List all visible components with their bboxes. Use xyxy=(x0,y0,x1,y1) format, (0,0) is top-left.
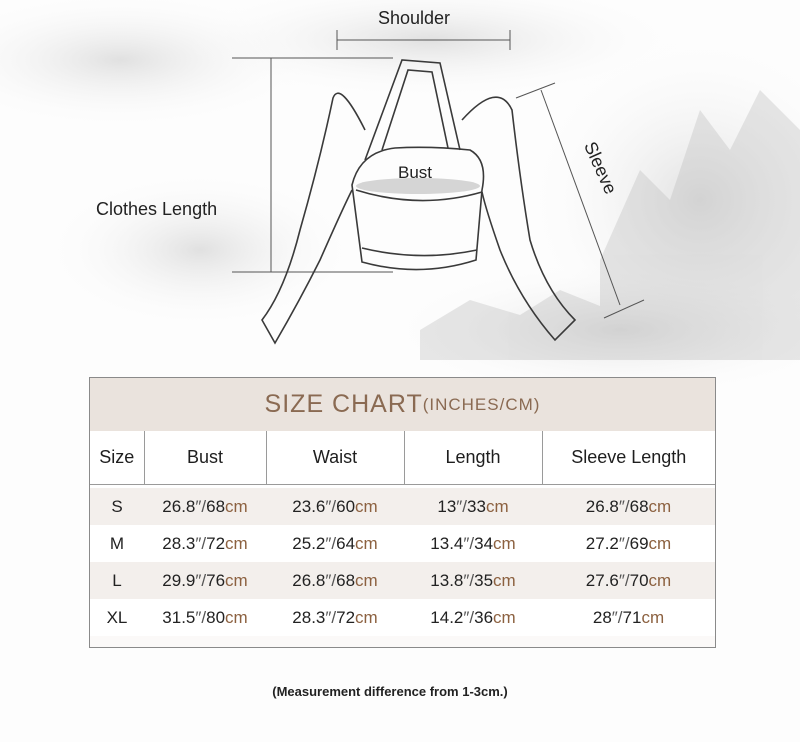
cm-unit: cm xyxy=(648,570,672,590)
table-header-row xyxy=(90,431,715,485)
size-chart-title-text: SIZE CHART xyxy=(264,390,423,418)
waist-inches: 25.2 xyxy=(292,533,326,553)
length-inches: 13 xyxy=(437,496,457,516)
size-chart xyxy=(89,377,716,648)
bust-inches: 29.9 xyxy=(162,570,196,590)
sleeve-cm-value: 68 xyxy=(629,496,649,516)
cm-unit: cm xyxy=(225,496,248,516)
sleeve-inches: 28 xyxy=(592,607,612,627)
size-table xyxy=(90,431,715,636)
header-bust: Bust xyxy=(144,431,266,485)
sleeve-inches: 26.8 xyxy=(585,496,619,516)
size-cell: M xyxy=(90,525,144,562)
inch-mark: ″/ xyxy=(195,607,207,627)
inch-mark: ″/ xyxy=(611,607,623,627)
inch-mark: ″/ xyxy=(463,533,475,553)
cm-unit: cm xyxy=(355,607,378,627)
bust-inches: 31.5 xyxy=(162,607,196,627)
waist-cm-value: 68 xyxy=(336,570,356,590)
header-length: Length xyxy=(404,431,542,485)
waist-inches: 26.8 xyxy=(292,570,326,590)
inch-mark: ″/ xyxy=(618,496,630,516)
bust-label: Bust xyxy=(398,163,433,182)
inch-mark: ″/ xyxy=(325,496,337,516)
inch-mark: ″/ xyxy=(456,496,468,516)
table-row xyxy=(90,488,715,525)
length-cell xyxy=(404,525,542,562)
length-cell xyxy=(404,562,542,599)
cm-unit: cm xyxy=(225,570,248,590)
table-row xyxy=(90,599,715,636)
bust-cm-value: 76 xyxy=(206,570,226,590)
waist-cell xyxy=(266,562,404,599)
cm-unit: cm xyxy=(355,496,378,516)
size-chart-title xyxy=(90,378,715,432)
clothes-length-label: Clothes Length xyxy=(96,199,218,219)
size-cell: XL xyxy=(90,599,144,636)
bust-cell xyxy=(144,599,266,636)
sleeve-cell xyxy=(542,488,715,525)
waist-cm-value: 72 xyxy=(336,607,356,627)
cm-unit: cm xyxy=(225,533,248,553)
bust-cm-value: 72 xyxy=(206,533,226,553)
cm-unit: cm xyxy=(493,533,516,553)
size-cell: L xyxy=(90,562,144,599)
inch-mark: ″/ xyxy=(325,607,337,627)
inch-mark: ″/ xyxy=(325,570,337,590)
size-cell: S xyxy=(90,488,144,525)
sleeve-cm-value: 71 xyxy=(622,607,642,627)
cm-unit: cm xyxy=(355,570,378,590)
table-row xyxy=(90,525,715,562)
sleeve-inches: 27.2 xyxy=(585,533,619,553)
length-cm-value: 36 xyxy=(474,607,494,627)
measurement-note: (Measurement difference from 1-3cm.) xyxy=(272,684,508,699)
waist-inches: 28.3 xyxy=(292,607,326,627)
sleeve-inches: 27.6 xyxy=(585,570,619,590)
table-row xyxy=(90,562,715,599)
inch-mark: ″/ xyxy=(618,533,630,553)
sleeve-cm-value: 69 xyxy=(629,533,649,553)
cm-unit: cm xyxy=(225,607,248,627)
length-inches: 14.2 xyxy=(430,607,464,627)
bust-inches: 28.3 xyxy=(162,533,196,553)
inch-mark: ″/ xyxy=(618,570,630,590)
inch-mark: ″/ xyxy=(195,496,207,516)
cm-unit: cm xyxy=(493,607,516,627)
length-inches: 13.4 xyxy=(430,533,464,553)
header-waist: Waist xyxy=(266,431,404,485)
header-size: Size xyxy=(90,431,144,485)
waist-cell xyxy=(266,525,404,562)
sleeve-cm-value: 70 xyxy=(629,570,649,590)
sleeve-cell xyxy=(542,599,715,636)
bust-cell xyxy=(144,562,266,599)
sleeve-cell xyxy=(542,562,715,599)
waist-cell xyxy=(266,599,404,636)
sleeve-cell xyxy=(542,525,715,562)
length-inches: 13.8 xyxy=(430,570,464,590)
cm-unit: cm xyxy=(648,496,672,516)
waist-cell xyxy=(266,488,404,525)
inch-mark: ″/ xyxy=(195,533,207,553)
length-cell xyxy=(404,599,542,636)
bust-inches: 26.8 xyxy=(162,496,196,516)
length-cm-value: 35 xyxy=(474,570,494,590)
cm-unit: cm xyxy=(493,570,516,590)
waist-inches: 23.6 xyxy=(292,496,326,516)
length-cell xyxy=(404,488,542,525)
cm-unit: cm xyxy=(641,607,665,627)
shoulder-label: Shoulder xyxy=(378,8,451,28)
bust-cell xyxy=(144,525,266,562)
header-sleeve-length: Sleeve Length xyxy=(542,431,715,485)
cm-unit: cm xyxy=(485,496,509,516)
waist-cm-value: 60 xyxy=(336,496,356,516)
cm-unit: cm xyxy=(355,533,378,553)
sleeve-label: Sleeve xyxy=(580,138,621,198)
inch-mark: ″/ xyxy=(325,533,337,553)
bust-cell xyxy=(144,488,266,525)
bust-cm-value: 80 xyxy=(206,607,226,627)
length-cm-value: 34 xyxy=(474,533,494,553)
inch-mark: ″/ xyxy=(195,570,207,590)
inch-mark: ″/ xyxy=(463,607,475,627)
size-chart-title-units: (INCHES/CM) xyxy=(422,394,541,414)
bust-cm-value: 68 xyxy=(206,496,226,516)
length-cm-value: 33 xyxy=(467,496,486,516)
waist-cm-value: 64 xyxy=(336,533,356,553)
cm-unit: cm xyxy=(648,533,672,553)
inch-mark: ″/ xyxy=(463,570,475,590)
